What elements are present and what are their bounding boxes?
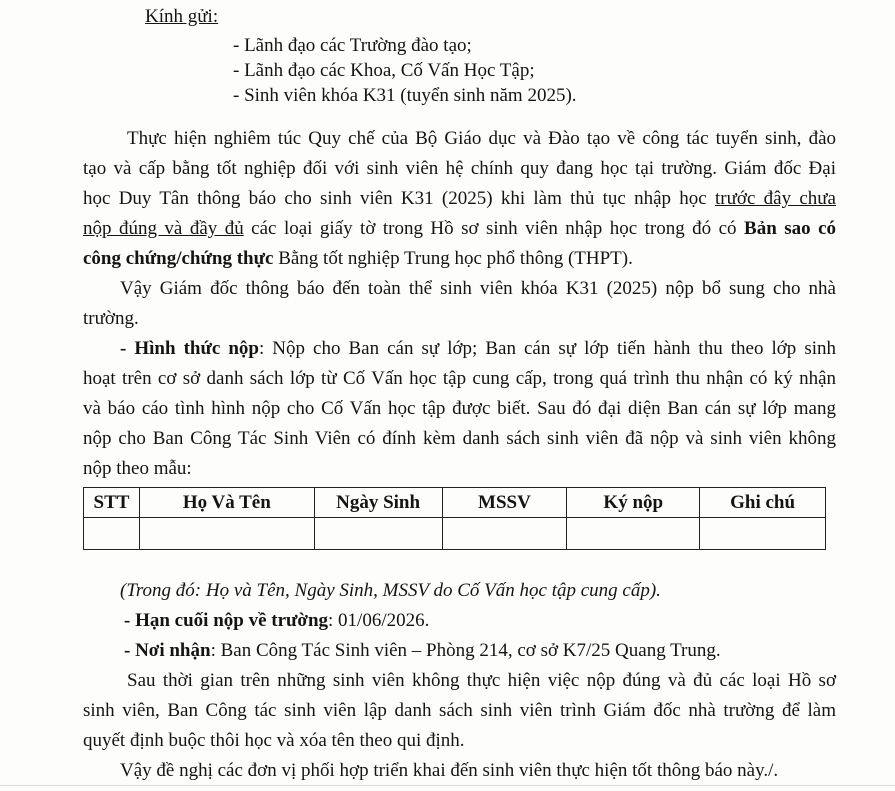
table-cell <box>700 518 826 550</box>
closing-line: Vậy đề nghị các đơn vị phối hợp triển khai đến sinh viên thực hiện tốt thông báo này./. <box>120 760 779 781</box>
table-header-cell: MSSV <box>442 488 567 518</box>
place-line <box>124 640 721 662</box>
para1-underlined-text: trước đây chưa <box>715 188 836 209</box>
place-label: - Nơi nhận <box>124 640 211 661</box>
table-header-cell: Ghi chú <box>700 488 826 518</box>
table-cell <box>442 518 567 550</box>
para2-line: trường. <box>83 308 139 329</box>
table-header-cell: Ký nộp <box>567 488 700 518</box>
submission-form-table <box>83 487 826 550</box>
para3-line <box>120 338 836 360</box>
recipient-item: - Lãnh đạo các Khoa, Cố Vấn Học Tập; <box>233 60 535 81</box>
submission-method-label: - Hình thức nộp <box>120 338 259 359</box>
para1-underlined-text: nộp đúng và đầy đủ <box>83 218 244 239</box>
para1-line: Thực hiện nghiêm túc Quy chế của Bộ Giáo dục và Đào tạo về công tác tuyển sinh, đào <box>127 128 836 149</box>
para1-line <box>83 248 633 270</box>
para1-line <box>83 218 836 240</box>
table-note <box>120 580 661 602</box>
para1-bold-text: công chứng/chứng thực <box>83 248 274 269</box>
page-divider <box>0 785 895 786</box>
table-cell <box>567 518 700 550</box>
para2-line: Vậy Giám đốc thông báo đến toàn thể sinh viên khóa K31 (2025) nộp bổ sung cho nhà <box>120 278 836 299</box>
table-cell <box>84 518 140 550</box>
deadline-value: : 01/06/2026. <box>328 610 430 631</box>
deadline-label: - Hạn cuối nộp về trường <box>124 610 329 631</box>
recipient-item: - Lãnh đạo các Trường đào tạo; <box>233 35 472 56</box>
para3-line: hoạt trên cơ sở danh sách lớp từ Cố Vấn học tập cung cấp, trong quá trình thu nhận có ký nhận <box>83 368 836 389</box>
table-note-text: (Trong đó: Họ và Tên, Ngày Sinh, MSSV do Cố Vấn học tập cung cấp). <box>120 580 661 601</box>
deadline-line <box>124 610 429 632</box>
table-row <box>84 518 826 550</box>
para1-line: tạo và cấp bằng tốt nghiệp đối với sinh viên hệ chính quy đang học tại trường. Giám đốc Đại <box>83 158 836 179</box>
para3-line: nộp cho Ban Công Tác Sinh Viên có đính kèm danh sách sinh viên đã nộp và sinh viên không <box>83 428 836 449</box>
table-cell <box>139 518 314 550</box>
recipient-item: - Sinh viên khóa K31 (tuyển sinh năm 2025). <box>233 85 577 106</box>
para3-text: : Nộp cho Ban cán sự lớp; Ban cán sự lớp tiến hành thu theo lớp sinh <box>258 338 836 359</box>
para1-bold-text: Bản sao có <box>744 218 837 239</box>
para1-text: học Duy Tân thông báo cho sinh viên K31 (2025) khi làm thủ tục nhập học <box>83 188 715 209</box>
para4-line: Sau thời gian trên những sinh viên không thực hiện việc nộp đúng và đủ các loại Hồ sơ <box>127 670 836 691</box>
table-header-row <box>84 488 826 518</box>
recipient-list <box>233 33 577 108</box>
para3-line: nộp theo mẫu: <box>83 458 192 479</box>
table-header-cell: Họ Và Tên <box>139 488 314 518</box>
table-header-cell: Ngày Sinh <box>314 488 442 518</box>
para4-line: sinh viên, Ban Công tác sinh viên lập danh sách sinh viên trình Giám đốc nhà trường để làm <box>83 700 836 721</box>
para3-line: và báo cáo tình hình nộp cho Cố Vấn học tập được biết. Sau đó đại diện Ban cán sự lớp mang <box>83 398 836 419</box>
table-cell <box>314 518 442 550</box>
para1-line <box>83 188 836 210</box>
salutation: Kính gửi: <box>145 6 219 27</box>
para1-text: Bằng tốt nghiệp Trung học phổ thông (THPT). <box>273 248 633 269</box>
para1-text: các loại giấy tờ trong Hồ sơ sinh viên nhập học trong đó có <box>243 218 745 239</box>
table-header-cell: STT <box>84 488 140 518</box>
place-value: : Ban Công Tác Sinh viên – Phòng 214, cơ sở K7/25 Quang Trung. <box>210 640 721 661</box>
para4-line: quyết định buộc thôi học và xóa tên theo qui định. <box>83 730 465 751</box>
